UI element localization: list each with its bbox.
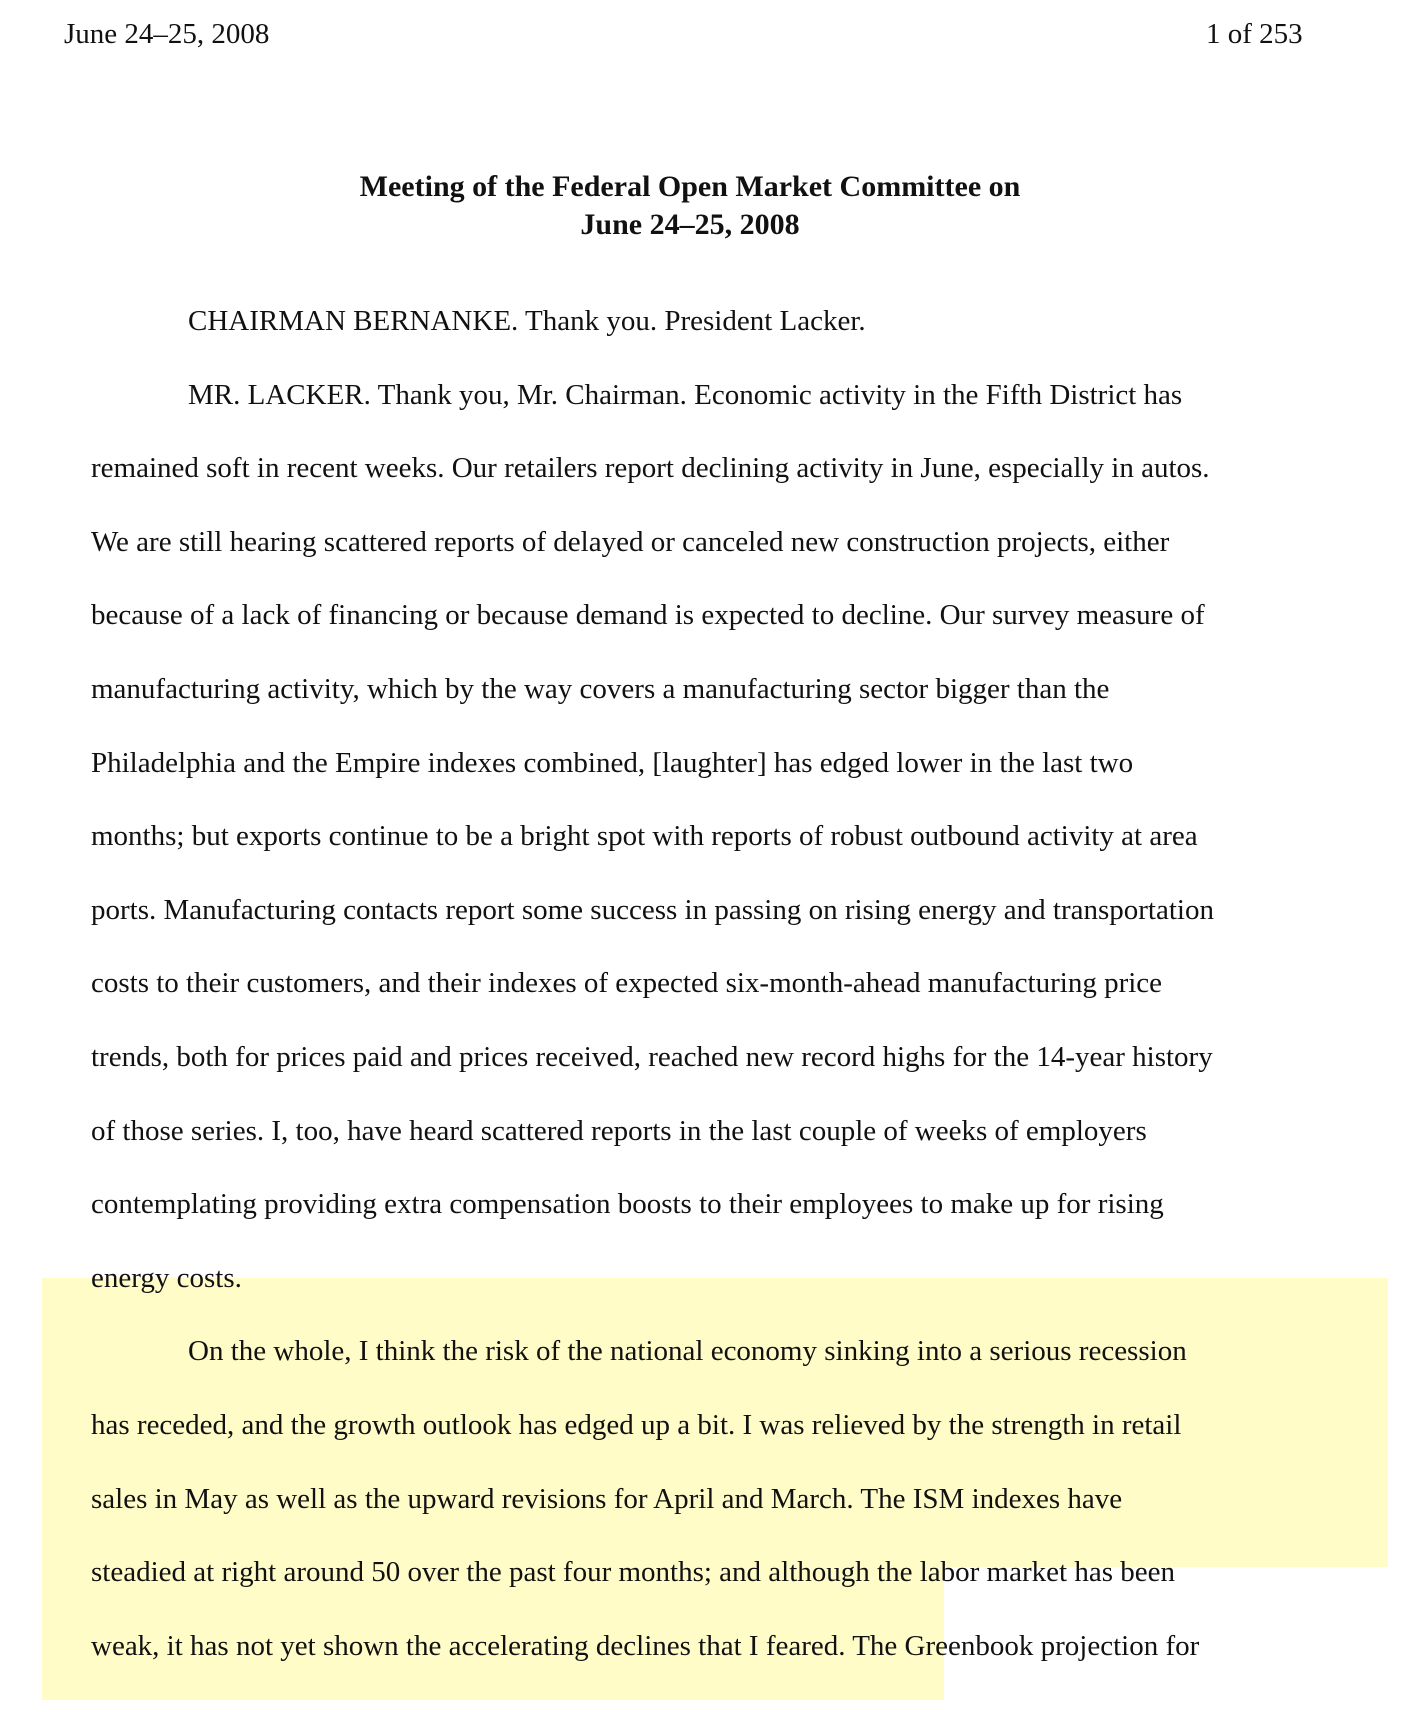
text-line: We are still hearing scattered reports of delayed or canceled new construction projects, either: [91, 525, 1170, 558]
text-line: months; but exports continue to be a bright spot with reports of robust outbound activity at area: [91, 820, 1198, 853]
document-title: [0, 168, 1380, 244]
text-line: has receded, and the growth outlook has edged up a bit. I was relieved by the strength in retail: [91, 1408, 1182, 1441]
text-line: contemplating providing extra compensation boosts to their employees to make up for rising: [91, 1188, 1164, 1221]
text-line: remained soft in recent weeks. Our retailers report declining activity in June, especially in autos.: [91, 452, 1210, 485]
text-line: costs to their customers, and their indexes of expected six-month-ahead manufacturing price: [91, 967, 1163, 1000]
page-number: 1 of 253: [1206, 18, 1303, 50]
text-line: energy costs.: [91, 1261, 242, 1294]
text-line: of those series. I, too, have heard scattered reports in the last couple of weeks of employers: [91, 1114, 1147, 1147]
text-line: sales in May as well as the upward revisions for April and March. The ISM indexes have: [91, 1482, 1123, 1515]
header-date: June 24–25, 2008: [64, 18, 270, 50]
text-line: trends, both for prices paid and prices received, reached new record highs for the 14-year history: [91, 1040, 1213, 1073]
text-line: MR. LACKER. Thank you, Mr. Chairman. Economic activity in the Fifth District has: [188, 378, 1183, 411]
transcript-body: [91, 285, 1351, 1683]
text-line: weak, it has not yet shown the accelerating declines that I feared. The Greenbook projection for: [91, 1629, 1200, 1662]
text-line: On the whole, I think the risk of the national economy sinking into a serious recession: [188, 1335, 1187, 1368]
title-line-2: June 24–25, 2008: [580, 208, 800, 241]
text-line: manufacturing activity, which by the way covers a manufacturing sector bigger than the: [91, 672, 1110, 705]
text-line: CHAIRMAN BERNANKE. Thank you. President Lacker.: [188, 305, 866, 337]
title-line-1: Meeting of the Federal Open Market Committee on: [359, 170, 1021, 203]
text-line: steadied at right around 50 over the past four months; and although the labor market has been: [91, 1556, 1175, 1589]
text-line: ports. Manufacturing contacts report some success in passing on rising energy and transportation: [91, 893, 1214, 926]
text-line: Philadelphia and the Empire indexes combined, [laughter] has edged lower in the last two: [91, 746, 1134, 779]
text-line: because of a lack of financing or because demand is expected to decline. Our survey measure of: [91, 599, 1205, 632]
